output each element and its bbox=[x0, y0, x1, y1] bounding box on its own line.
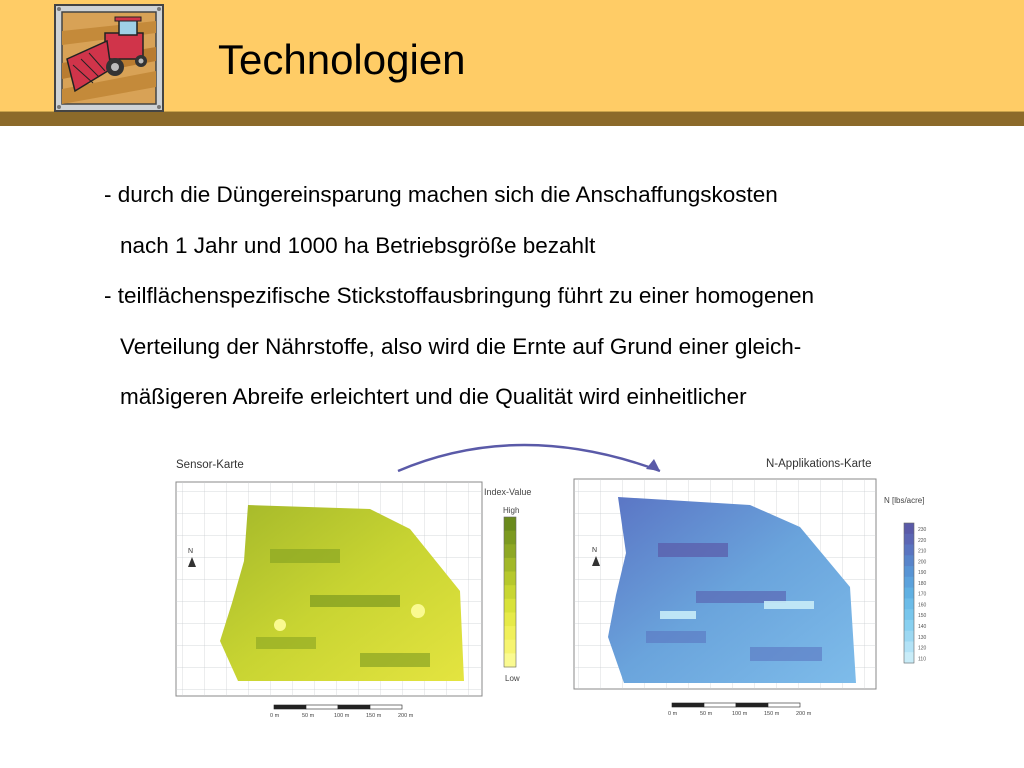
sensor-legend-swatch bbox=[504, 531, 516, 545]
sensor-legend-swatch bbox=[504, 558, 516, 572]
arrow-connector bbox=[398, 445, 660, 471]
scale-segment bbox=[370, 705, 402, 709]
n-legend-swatch bbox=[904, 620, 914, 631]
sensor-legend-swatch bbox=[504, 585, 516, 599]
n-legend-swatch bbox=[904, 642, 914, 653]
sensor-legend-low: Low bbox=[505, 674, 520, 683]
north-label: N bbox=[592, 547, 598, 554]
n-legend-value: 110 bbox=[918, 656, 926, 663]
n-legend-value: 170 bbox=[918, 591, 927, 598]
scale-bar-right bbox=[668, 703, 812, 717]
sensor-legend-swatch bbox=[504, 572, 516, 586]
n-legend-swatch bbox=[904, 588, 914, 599]
n-legend-value: 180 bbox=[918, 580, 927, 587]
scale-label: 0 m bbox=[668, 711, 678, 717]
scale-segment bbox=[306, 705, 338, 709]
scale-label: 50 m bbox=[302, 713, 315, 719]
n-legend-value: 190 bbox=[918, 570, 927, 577]
n-legend-swatch bbox=[904, 598, 914, 609]
scale-bar-left bbox=[270, 705, 414, 719]
scale-segment bbox=[736, 703, 768, 707]
arrow-head bbox=[646, 459, 660, 471]
n-legend-value: 140 bbox=[918, 624, 927, 630]
scale-label: 100 m bbox=[334, 713, 350, 719]
slide-title: Technologien bbox=[218, 36, 466, 83]
n-legend-swatch bbox=[904, 555, 914, 566]
bullet-continuation: nach 1 Jahr und 1000 ha Betriebsgröße bezahlt bbox=[120, 232, 596, 258]
scale-segment bbox=[274, 705, 306, 709]
scale-label: 150 m bbox=[764, 711, 780, 717]
combine-harvester-clipart bbox=[53, 3, 165, 113]
sensor-legend-swatch bbox=[504, 599, 516, 613]
scale-segment bbox=[704, 703, 736, 707]
scale-label: 200 m bbox=[398, 713, 414, 719]
n-legend-value: 120 bbox=[918, 645, 927, 652]
n-legend-swatch bbox=[904, 523, 914, 534]
n-legend-value: 130 bbox=[918, 634, 927, 641]
n-legend-swatch bbox=[904, 577, 914, 588]
n-legend-value: 220 bbox=[918, 537, 927, 544]
scale-segment bbox=[672, 703, 704, 707]
scale-label: 50 m bbox=[700, 711, 713, 717]
sensor-legend-scale bbox=[504, 517, 516, 668]
sensor-legend-swatch bbox=[504, 613, 516, 627]
field-maps-figure bbox=[160, 425, 968, 725]
scale-segment bbox=[768, 703, 800, 707]
sensor-map-title: Sensor-Karte bbox=[176, 459, 244, 471]
n-legend-title: N [lbs/acre] bbox=[884, 496, 925, 505]
scale-label: 100 m bbox=[732, 711, 748, 717]
sensor-legend-swatch bbox=[504, 626, 516, 640]
sensor-legend-high: High bbox=[503, 506, 520, 515]
n-legend-value: 150 bbox=[918, 613, 927, 620]
scale-label: 0 m bbox=[270, 713, 280, 719]
sensor-legend-swatch bbox=[504, 640, 516, 654]
bullet-item: - teilflächenspezifische Stickstoffausbringung führt zu einer homogenen bbox=[104, 283, 815, 308]
n-legend-value: 210 bbox=[918, 548, 927, 555]
scale-label: 200 m bbox=[796, 711, 812, 717]
n-legend-scale bbox=[904, 523, 927, 664]
sensor-legend-title: Index-Value bbox=[484, 487, 532, 497]
title-bar-band bbox=[0, 112, 1024, 126]
n-legend-swatch bbox=[904, 534, 914, 545]
scale-segment bbox=[338, 705, 370, 709]
n-legend-value: 200 bbox=[918, 559, 927, 566]
n-legend-swatch bbox=[904, 631, 914, 642]
n-map-title: N-Applikations-Karte bbox=[766, 458, 872, 470]
scale-label: 150 m bbox=[366, 713, 382, 719]
bullet-list bbox=[104, 170, 1009, 423]
sensor-legend-swatch bbox=[504, 517, 516, 531]
sensor-legend-swatch bbox=[504, 544, 516, 558]
bullet-continuation: mäßigeren Abreife erleichtert und die Qualität wird einheitlicher bbox=[120, 384, 747, 409]
bullet-item: - durch die Düngereinsparung machen sich die Anschaffungskosten bbox=[104, 182, 778, 207]
bullet-continuation: Verteilung der Nährstoffe, also wird die Ernte auf Grund einer gleich- bbox=[120, 333, 802, 359]
sensor-legend-swatch bbox=[504, 653, 516, 667]
n-legend-swatch bbox=[904, 545, 914, 556]
n-legend-swatch bbox=[904, 566, 914, 577]
north-label: N bbox=[188, 548, 194, 555]
n-legend-value: 230 bbox=[918, 527, 927, 534]
n-legend-swatch bbox=[904, 609, 914, 620]
n-legend-value: 160 bbox=[918, 602, 927, 609]
n-legend-swatch bbox=[904, 652, 914, 663]
